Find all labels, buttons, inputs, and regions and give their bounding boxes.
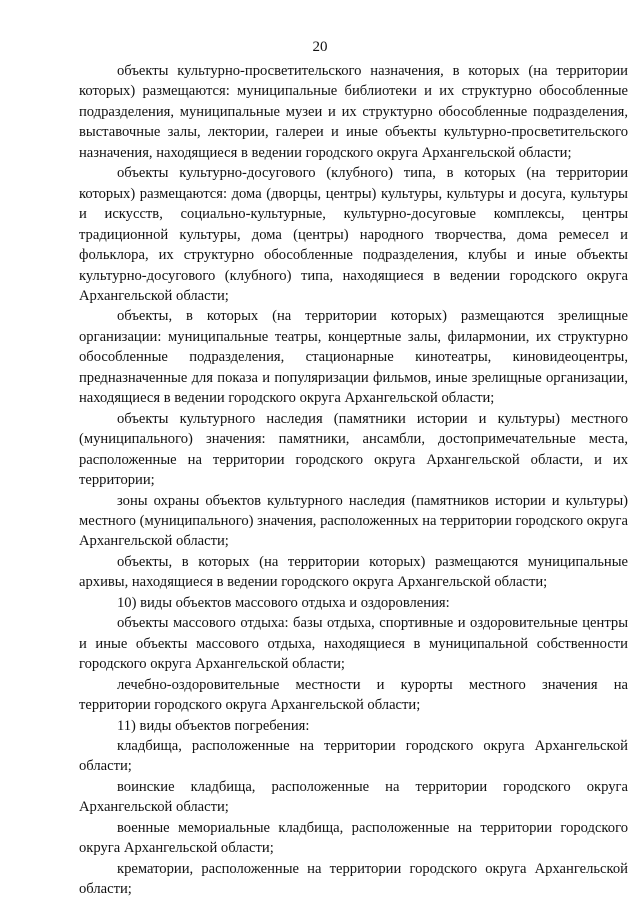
page-number: 20: [312, 39, 328, 55]
paragraph-cemeteries: кладбища, расположенные на территории городского округа Архангельской области;: [79, 737, 628, 775]
paragraph-cultural-heritage-objects: объекты культурного наследия (памятники истории и культуры) местного (муниципального) значения: памятники, ансамбли, достопримечательные места, расположенные на территории городского округа Архангельской области, и их территории;: [79, 410, 628, 489]
paragraph-municipal-archives: объекты, в которых (на территории которых) размещаются муниципальные архивы, находящиеся в ведении городского округа Архангельской области;: [79, 553, 628, 591]
paragraph-item-11-heading: 11) виды объектов погребения:: [117, 717, 310, 734]
paragraph-cultural-educational-objects: объекты культурно-просветительского назначения, в которых (на территории которых) размещаются: муниципальные библиотеки и их структурно обособленные подразделения, муниципальные музеи и их структурно обособленные подразделения, выставочные залы, лектории, галереи и иные объекты культурно-просветительского назначения, находящиеся в ведении городского округа Архангельской области;: [79, 63, 628, 161]
paragraph-cultural-leisure-objects: объекты культурно-досугового (клубного) типа, в которых (на территории которых) размещаются: дома (дворцы, центры) культуры, культуры и досуга, культуры и искусств, социально-культурные, культурно-досуговые комплексы, центры традиционной культуры, дома (центры) народного творчества, дома ремесел и фольклора, их структурно обособленные подразделения, клубы и иные объекты культурно-досугового (клубного) типа, находящиеся в ведении городского округа Архангельской области;: [79, 165, 628, 304]
paragraph-military-cemeteries: воинские кладбища, расположенные на территории городского округа Архангельской области;: [79, 778, 628, 816]
paragraph-entertainment-organizations: объекты, в которых (на территории которых) размещаются зрелищные организации: муниципальные театры, концертные залы, филармонии, их структурно обособленные подразделения, стационарные кинотеатры, киновидеоцентры, предназначенные для показа и популяризации фильмов, иные зрелищные организации, находящиеся в ведении городского округа Архангельской области;: [79, 308, 628, 407]
paragraph-military-memorial-cemeteries: военные мемориальные кладбища, расположенные на территории городского округа Архангельской области;: [79, 819, 628, 857]
paragraph-health-resorts: лечебно-оздоровительные местности и курорты местного значения на территории городского округа Архангельской области;: [79, 676, 628, 714]
paragraph-crematoria: крематории, расположенные на территории городского округа Архангельской области;: [79, 860, 628, 898]
paragraph-mass-recreation-objects: объекты массового отдыха: базы отдыха, спортивные и оздоровительные центры и иные объекты массового отдыха, находящиеся в муниципальной собственности городского округа Архангельской области;: [79, 615, 628, 673]
paragraph-heritage-protection-zones: зоны охраны объектов культурного наследия (памятников истории и культуры) местного (муниципального) значения, расположенных на территории городского округа Архангельской области;: [79, 492, 628, 550]
paragraph-item-10-heading: 10) виды объектов массового отдыха и оздоровления:: [117, 594, 450, 611]
document-body: [79, 61, 628, 900]
